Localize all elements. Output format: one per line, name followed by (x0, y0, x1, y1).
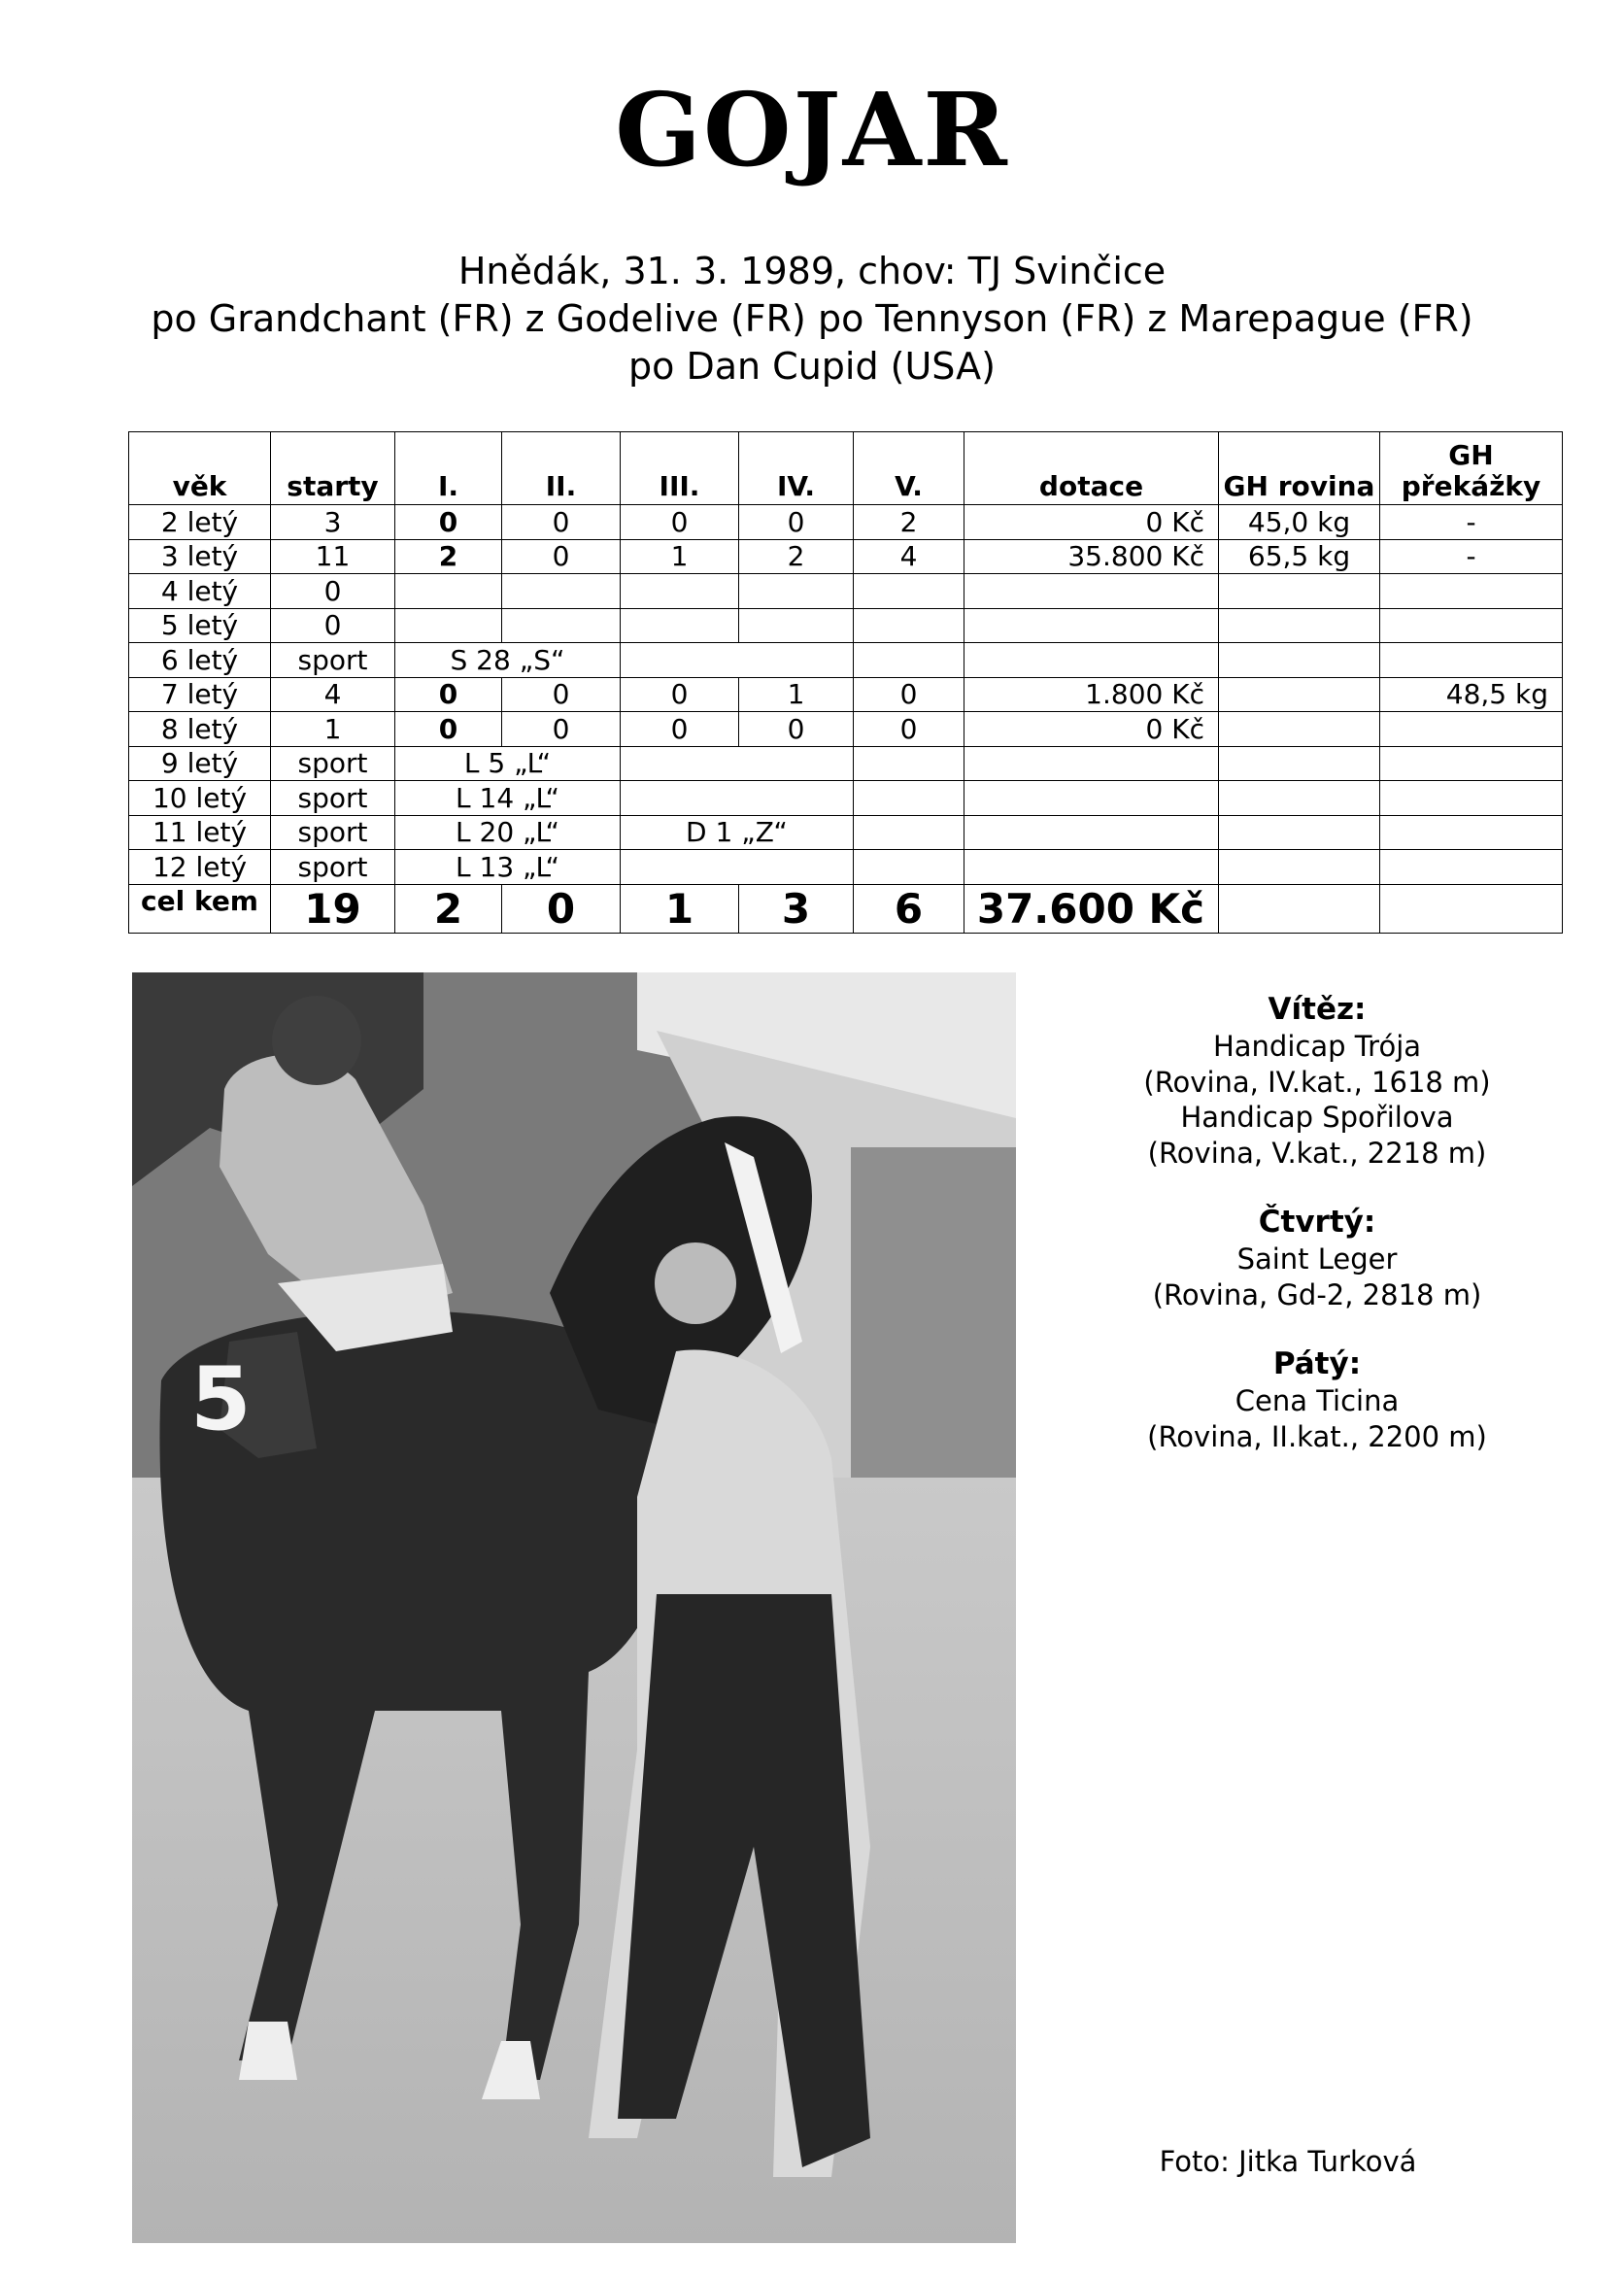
table-cell (395, 574, 502, 609)
table-cell: 8 letý (129, 712, 271, 747)
result-line: (Rovina, II.kat., 2200 m) (1147, 1419, 1487, 1453)
horse-description: Hnědák, 31. 3. 1989, chov: TJ Svinčice (457, 250, 1167, 292)
result-line: (Rovina, Gd-2, 2818 m) (1152, 1277, 1482, 1311)
table-row (129, 781, 1563, 816)
page-title: GOJAR (615, 70, 1009, 189)
table-cell: sport (271, 815, 395, 850)
table-cell (621, 781, 854, 816)
table-cell (1219, 746, 1380, 781)
table-cell: 2 (395, 539, 502, 574)
table-cell: - (1380, 505, 1563, 540)
table-cell (1380, 574, 1563, 609)
table-cell: 3 letý (129, 539, 271, 574)
table-cell (964, 781, 1219, 816)
column-header: GH rovina (1219, 432, 1380, 505)
table-cell (1380, 781, 1563, 816)
table-cell (854, 643, 964, 678)
horse-and-jockey-illustration (132, 972, 1016, 2243)
table-row (129, 539, 1563, 574)
table-cell: 1 (271, 712, 395, 747)
column-header: IV. (739, 432, 854, 505)
table-cell (964, 746, 1219, 781)
table-cell: 0 (621, 712, 739, 747)
table-cell (1219, 574, 1380, 609)
total-cell: 19 (271, 884, 395, 933)
table-cell: sport (271, 746, 395, 781)
table-cell: 0 (502, 505, 621, 540)
table-cell: L 20 „L“ (395, 815, 621, 850)
result-line: Saint Leger (1236, 1242, 1398, 1276)
table-cell: 12 letý (129, 850, 271, 885)
table-cell: 0 Kč (964, 505, 1219, 540)
table-cell: 0 (621, 677, 739, 712)
table-cell: 0 (739, 712, 854, 747)
column-header: II. (502, 432, 621, 505)
result-line: (Rovina, IV.kat., 1618 m) (1143, 1065, 1491, 1099)
race-results (1055, 991, 1579, 1487)
table-cell: 0 (395, 712, 502, 747)
total-cell (1380, 884, 1563, 933)
photo-credit: Foto: Jitka Turková (1159, 2145, 1417, 2178)
table-row (129, 574, 1563, 609)
table-cell (1219, 850, 1380, 885)
total-cell: 6 (854, 884, 964, 933)
table-cell (1219, 608, 1380, 643)
table-cell: sport (271, 643, 395, 678)
results-fourth (1055, 1204, 1579, 1312)
saddle-number: 5 (190, 1348, 252, 1450)
total-cell: 2 (395, 884, 502, 933)
table-cell (1219, 815, 1380, 850)
table-cell (854, 815, 964, 850)
table-cell (854, 746, 964, 781)
results-heading: Vítěz: (1268, 992, 1367, 1027)
table-row (129, 505, 1563, 540)
table-cell: 4 letý (129, 574, 271, 609)
table-row (129, 815, 1563, 850)
table-cell: 3 (271, 505, 395, 540)
table-cell (395, 608, 502, 643)
table-cell: S 28 „S“ (395, 643, 621, 678)
table-cell (964, 815, 1219, 850)
table-row (129, 712, 1563, 747)
table-cell: 7 letý (129, 677, 271, 712)
table-cell: sport (271, 850, 395, 885)
table-cell: 0 (502, 539, 621, 574)
table-cell: - (1380, 539, 1563, 574)
table-cell (739, 608, 854, 643)
total-row (129, 884, 1563, 933)
table-cell (854, 850, 964, 885)
table-cell (1219, 781, 1380, 816)
result-line: (Rovina, V.kat., 2218 m) (1147, 1136, 1487, 1170)
table-cell: 0 (502, 677, 621, 712)
table-cell: 2 (854, 505, 964, 540)
table-cell: 11 letý (129, 815, 271, 850)
table-cell: L 14 „L“ (395, 781, 621, 816)
table-cell (964, 608, 1219, 643)
horse-photo (132, 972, 1016, 2243)
table-cell: 0 Kč (964, 712, 1219, 747)
table-cell (1380, 746, 1563, 781)
table-cell: 4 (854, 539, 964, 574)
table-cell (1219, 643, 1380, 678)
table-cell (621, 608, 739, 643)
table-cell: 11 (271, 539, 395, 574)
pedigree-line-2: po Dan Cupid (USA) (628, 345, 996, 388)
column-header: V. (854, 432, 964, 505)
table-cell: 2 letý (129, 505, 271, 540)
table-cell: L 5 „L“ (395, 746, 621, 781)
table-cell: D 1 „Z“ (621, 815, 854, 850)
result-line: Handicap Spořilova (1180, 1101, 1454, 1135)
table-row (129, 643, 1563, 678)
results-heading: Čtvrtý: (1258, 1205, 1376, 1241)
table-cell: 0 (502, 712, 621, 747)
results-fifth (1055, 1345, 1579, 1454)
table-cell (1380, 850, 1563, 885)
table-cell (964, 643, 1219, 678)
column-header: III. (621, 432, 739, 505)
table-cell: 10 letý (129, 781, 271, 816)
table-cell (502, 608, 621, 643)
table-cell (1219, 677, 1380, 712)
table-cell: 9 letý (129, 746, 271, 781)
column-header: GH překážky (1380, 432, 1563, 505)
table-cell: 0 (271, 608, 395, 643)
table-cell (1380, 608, 1563, 643)
column-header: starty (271, 432, 395, 505)
table-header-row (129, 432, 1563, 505)
table-cell: 6 letý (129, 643, 271, 678)
table-cell: 0 (621, 505, 739, 540)
table-row (129, 677, 1563, 712)
total-cell: 1 (621, 884, 739, 933)
results-winner (1055, 991, 1579, 1171)
total-cell: 3 (739, 884, 854, 933)
table-cell: 1 (621, 539, 739, 574)
table-cell: sport (271, 781, 395, 816)
table-cell (621, 574, 739, 609)
table-cell: 35.800 Kč (964, 539, 1219, 574)
column-header: I. (395, 432, 502, 505)
table-cell (1380, 643, 1563, 678)
table-cell (964, 574, 1219, 609)
table-row (129, 608, 1563, 643)
table-cell: 0 (271, 574, 395, 609)
table-cell (621, 850, 854, 885)
table-cell: 65,5 kg (1219, 539, 1380, 574)
table-cell (621, 746, 854, 781)
table-cell: 4 (271, 677, 395, 712)
total-cell (1219, 884, 1380, 933)
table-cell (854, 781, 964, 816)
total-cell: 0 (502, 884, 621, 933)
table-row (129, 850, 1563, 885)
table-cell (739, 574, 854, 609)
results-heading: Pátý: (1272, 1346, 1362, 1382)
table-cell (964, 850, 1219, 885)
table-cell: 0 (739, 505, 854, 540)
table-cell (621, 643, 854, 678)
table-cell: 0 (395, 677, 502, 712)
table-cell (1380, 712, 1563, 747)
racing-stats-table (128, 431, 1563, 934)
table-cell: 48,5 kg (1380, 677, 1563, 712)
table-cell (854, 608, 964, 643)
column-header: věk (129, 432, 271, 505)
table-cell: L 13 „L“ (395, 850, 621, 885)
pedigree-line: po Grandchant (FR) z Godelive (FR) po Tennyson (FR) z Marepague (FR) (151, 297, 1473, 340)
table-cell: 5 letý (129, 608, 271, 643)
table-cell: 0 (854, 712, 964, 747)
table-cell: 45,0 kg (1219, 505, 1380, 540)
table-cell (502, 574, 621, 609)
table-cell: 0 (854, 677, 964, 712)
result-line: Handicap Trója (1212, 1030, 1422, 1064)
total-cell: 37.600 Kč (964, 884, 1219, 933)
table-cell: 0 (395, 505, 502, 540)
table-cell (1219, 712, 1380, 747)
table-row (129, 746, 1563, 781)
table-cell: 2 (739, 539, 854, 574)
table-cell (1380, 815, 1563, 850)
column-header: dotace (964, 432, 1219, 505)
total-label: cel kem (129, 884, 271, 933)
result-line: Cena Ticina (1235, 1384, 1400, 1418)
table-cell: 1.800 Kč (964, 677, 1219, 712)
table-cell: 1 (739, 677, 854, 712)
table-cell (854, 574, 964, 609)
